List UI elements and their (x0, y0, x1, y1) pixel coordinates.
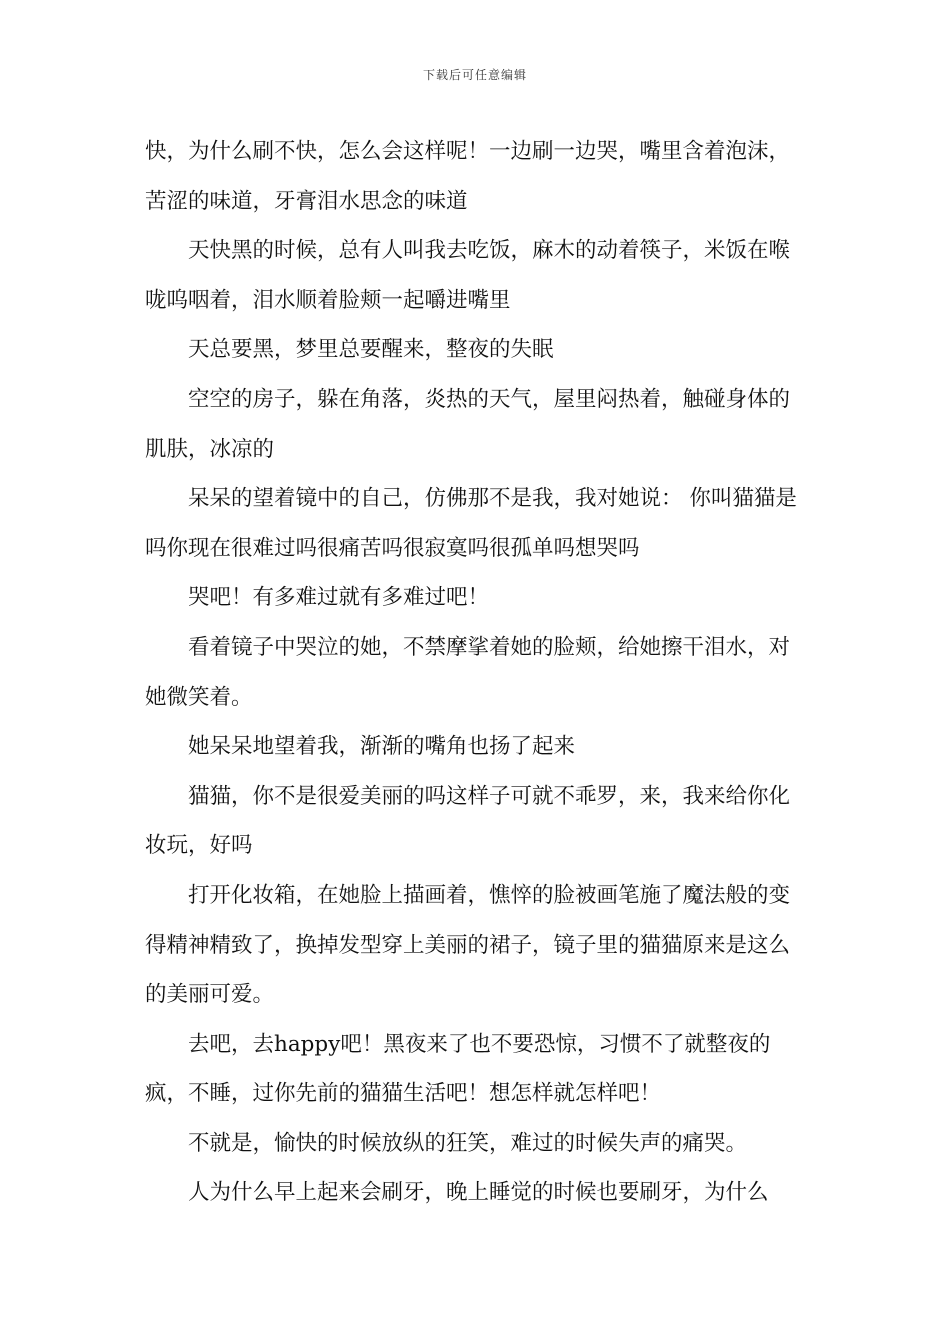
paragraph: 空空的房子，躲在角落，炎热的天气，屋里闷热着，触碰身体的肌肤，冰凉的 (145, 386, 791, 462)
paragraph: 天总要黑，梦里总要醒来，整夜的失眠 (188, 337, 554, 363)
paragraph: 去吧，去happy吧！黑夜来了也不要恐惊，习惯不了就整夜的疯，不睡，过你先前的猫猫生活吧！想怎样就怎样吧！ (145, 1031, 771, 1107)
paragraph: 看着镜子中哭泣的她，不禁摩挲着她的脸颊，给她擦干泪水，对她微笑着。 (145, 634, 791, 710)
paragraph: 呆呆的望着镜中的自己，仿佛那不是我，我对她说： 你叫猫猫是吗你现在很难过吗很痛苦吗很寂寞吗很孤单吗想哭吗 (145, 486, 797, 561)
paragraph: 猫猫，你不是很爱美丽的吗这样子可就不乖罗，来，我来给你化妆玩，好吗 (145, 783, 791, 859)
paragraph: 天快黑的时候，总有人叫我去吃饭，麻木的动着筷子，米饭在喉咙呜咽着，泪水顺着脸颊一起嚼进嘴里 (145, 238, 791, 313)
paragraph: 哭吧！有多难过就有多难过吧！ (188, 585, 490, 611)
paragraph: 快，为什么刷不快，怎么会这样呢！一边刷一边哭，嘴里含着泡沫，苦涩的味道，牙膏泪水思念的味道 (145, 139, 791, 214)
paragraph: 打开化妆箱，在她脸上描画着，憔悴的脸被画笔施了魔法般的变得精神精致了，换掉发型穿上美丽的裙子，镜子里的猫猫原来是这么的美丽可爱。 (145, 882, 791, 1008)
document-body (145, 127, 810, 1218)
paragraph: 人为什么早上起来会刷牙，晚上睡觉的时候也要刷牙，为什么 (188, 1180, 769, 1206)
paragraph: 她呆呆地望着我，渐渐的嘴角也扬了起来 (188, 734, 576, 760)
page-header: 下载后可任意编辑 (422, 68, 527, 82)
paragraph: 不就是，愉快的时候放纵的狂笑，难过的时候失声的痛哭。 (188, 1130, 748, 1156)
